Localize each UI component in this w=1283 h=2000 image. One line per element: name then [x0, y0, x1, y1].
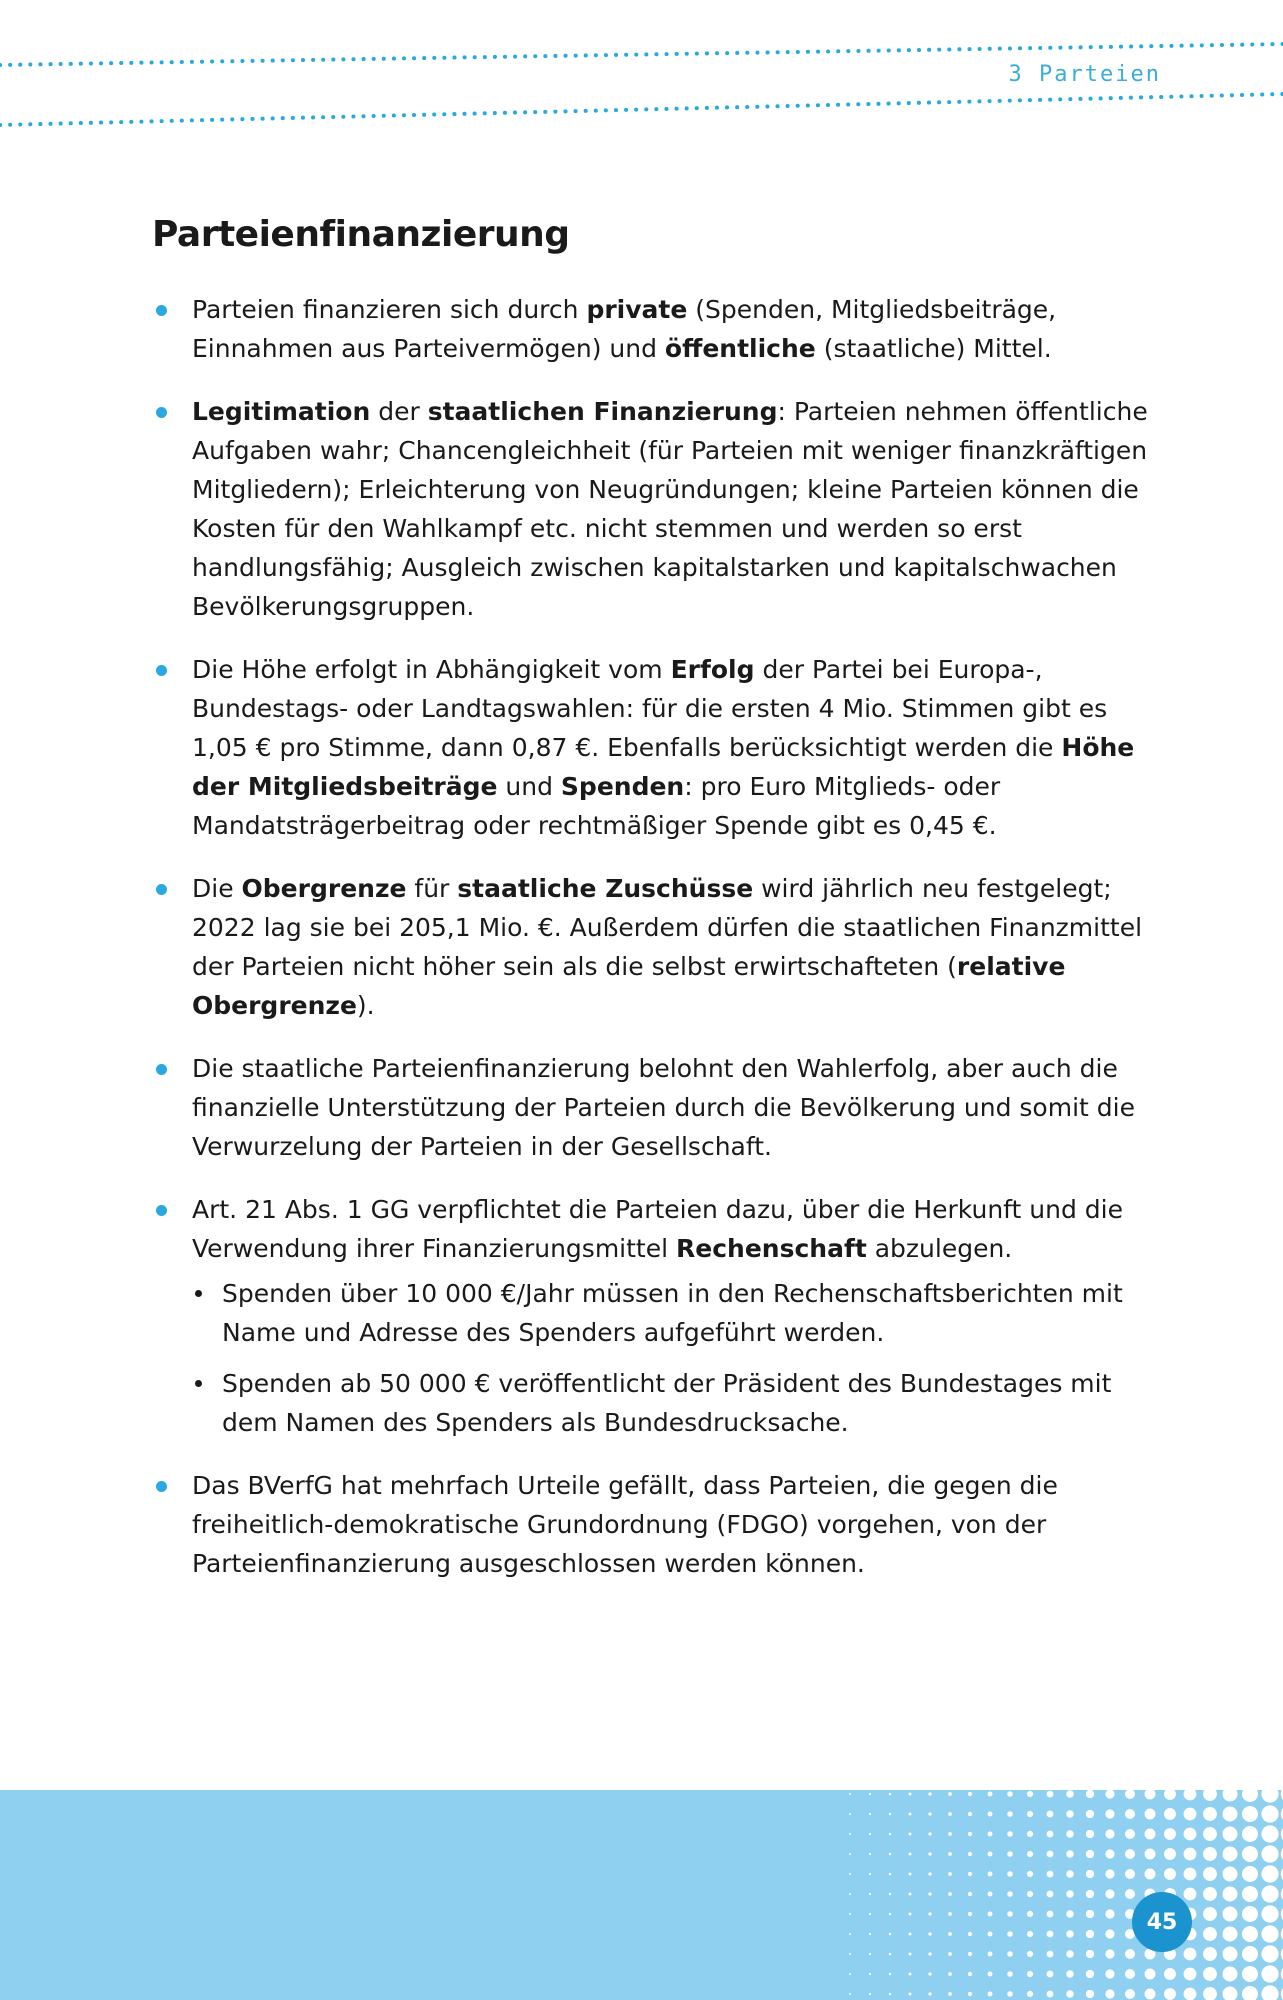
bullet-text: Die staatliche Parteienfinanzierung belohnt den Wahlerfolg, aber auch die finanzielle Unterstützung der Parteien durch die Bevölkerung und somit die Verwurzelung der Parteien in der Gesellschaft.: [192, 1054, 1135, 1161]
bullet-icon: [156, 665, 167, 676]
bullet-text: Art. 21 Abs. 1 GG verpflichtet die Parteien dazu, über die Herkunft und die Verwendung ihrer Finanzierungsmittel Rechenschaft abzulegen.: [192, 1195, 1123, 1263]
bullet-icon: [156, 884, 167, 895]
sub-list-item: [192, 1364, 1162, 1442]
sub-list-item: [192, 1274, 1162, 1352]
list-item: [152, 650, 1162, 845]
bullet-text: Parteien finanzieren sich durch private (Spenden, Mitgliedsbeiträge, Einnahmen aus Parteivermögen) und öffentliche (staatliche) Mittel.: [192, 295, 1057, 363]
bullet-icon: [156, 407, 167, 418]
list-item: [152, 1190, 1162, 1442]
bullet-text: Die Obergrenze für staatliche Zuschüsse wird jährlich neu festgelegt; 2022 lag sie bei 205,1 Mio. €. Außerdem dürfen die staatlichen Finanzmittel der Parteien nicht höher sein als die selbst erwirtschafteten (relative Obergrenze).: [192, 874, 1143, 1020]
main-content: [152, 290, 1162, 1607]
list-item: [152, 290, 1162, 368]
sub-bullet-text: Spenden ab 50 000 € veröffentlicht der Präsident des Bundestages mit dem Namen des Spenders als Bundesdrucksache.: [222, 1369, 1112, 1437]
sub-bullet-list: [192, 1274, 1162, 1442]
list-item: [152, 392, 1162, 626]
page-number-badge: 45: [1132, 1892, 1192, 1952]
chapter-label: 3 Parteien: [1008, 62, 1161, 87]
sub-bullet-icon: [195, 1290, 202, 1297]
list-item: [152, 869, 1162, 1025]
sub-bullet-icon: [195, 1380, 202, 1387]
list-item: [152, 1466, 1162, 1583]
bullet-list: [152, 290, 1162, 1583]
sub-bullet-text: Spenden über 10 000 €/Jahr müssen in den Rechenschaftsberichten mit Name und Adresse des Spenders aufgeführt werden.: [222, 1279, 1123, 1347]
footer-halftone-band: [0, 1790, 1283, 2000]
bullet-text: Das BVerfG hat mehrfach Urteile gefällt, dass Parteien, die gegen die freiheitlich-demokratische Grundordnung (FDGO) vorgehen, von der Parteienfinanzierung ausgeschlossen werden können.: [192, 1471, 1058, 1578]
page-title: Parteienfinanzierung: [152, 214, 570, 255]
bullet-icon: [156, 1205, 167, 1216]
bullet-icon: [156, 305, 167, 316]
bullet-icon: [156, 1481, 167, 1492]
bullet-text: Die Höhe erfolgt in Abhängigkeit vom Erfolg der Partei bei Europa-, Bundestags- oder Landtagswahlen: für die ersten 4 Mio. Stimmen gibt es 1,05 € pro Stimme, dann 0,87 €. Ebenfalls berücksichtigt werden die Höhe der Mitgliedsbeiträge und Spenden: pro Euro Mitglieds- oder Mandatsträgerbeitrag oder rechtmäßiger Spende gibt es 0,45 €.: [192, 655, 1135, 840]
bullet-icon: [156, 1064, 167, 1075]
bullet-text: Legitimation der staatlichen Finanzierung: Parteien nehmen öffentliche Aufgaben wahr; Chancengleichheit (für Parteien mit weniger finanzkräftigen Mitgliedern); Erleichterung von Neugründungen; kleine Parteien können die Kosten für den Wahlkampf etc. nicht stemmen und werden so erst handlungsfähig; Ausgleich zwischen kapitalstarken und kapitalschwachen Bevölkerungsgruppen.: [192, 397, 1148, 621]
list-item: [152, 1049, 1162, 1166]
